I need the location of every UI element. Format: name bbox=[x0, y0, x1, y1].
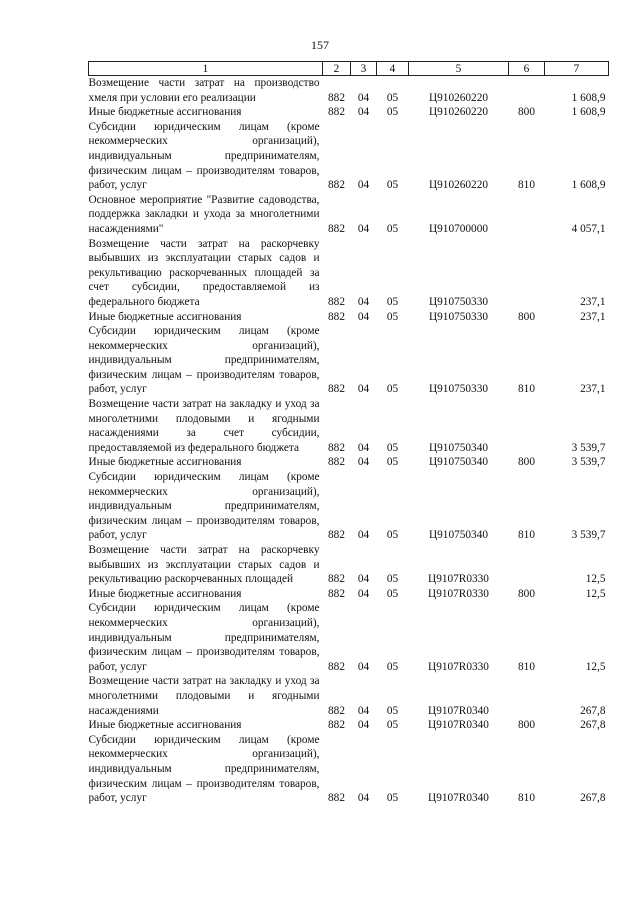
table-row bbox=[89, 733, 609, 806]
row-description: Иные бюджетные ассигнования bbox=[88, 310, 242, 323]
row-description: Субсидии юридическим лицам (кроме некоммерческих организаций), индивидуальным предпринимателям, физическим лицам – производителям товаров, работ, услуг bbox=[88, 733, 320, 805]
section-code: 04 bbox=[357, 179, 370, 192]
expense-type-code: 800 bbox=[518, 106, 535, 119]
subsection-code: 05 bbox=[386, 719, 399, 732]
section-code: 04 bbox=[357, 91, 370, 104]
section-code: 04 bbox=[357, 587, 370, 600]
expense-type-code bbox=[509, 543, 545, 587]
table-row bbox=[89, 105, 609, 120]
amount: 267,8 bbox=[580, 719, 606, 732]
target-article-code: Ц910750330 bbox=[429, 295, 488, 308]
table-row bbox=[89, 455, 609, 470]
expense-type-code: 800 bbox=[518, 310, 535, 323]
subsection-code: 05 bbox=[386, 91, 399, 104]
section-code: 04 bbox=[357, 106, 370, 119]
section-code: 04 bbox=[357, 660, 370, 673]
expense-type-code bbox=[509, 193, 545, 237]
table-row bbox=[89, 237, 609, 310]
subsection-code: 05 bbox=[386, 456, 399, 469]
ministry-code: 882 bbox=[328, 719, 345, 732]
table-body bbox=[89, 76, 609, 806]
row-description: Возмещение части затрат на закладку и уход за многолетними плодовыми и ягодными насаждениями за счет субсидии, предоставляемой из федерального бюджета bbox=[88, 398, 320, 454]
section-code: 04 bbox=[357, 573, 370, 586]
subsection-code: 05 bbox=[386, 383, 399, 396]
table-row bbox=[89, 76, 609, 106]
ministry-code: 882 bbox=[328, 222, 345, 235]
subsection-code: 05 bbox=[386, 441, 399, 454]
target-article-code: Ц9107R0330 bbox=[428, 573, 489, 586]
page-number: 157 bbox=[311, 38, 329, 52]
target-article-code: Ц910750340 bbox=[429, 456, 488, 469]
section-code: 04 bbox=[357, 222, 370, 235]
row-description: Возмещение части затрат на производство хмеля при условии его реализации bbox=[88, 77, 320, 104]
table-row bbox=[89, 601, 609, 674]
target-article-code: Ц9107R0340 bbox=[428, 704, 489, 717]
target-article-code: Ц910750330 bbox=[429, 383, 488, 396]
table-row bbox=[89, 718, 609, 733]
amount: 3 539,7 bbox=[571, 529, 606, 542]
column-header: 6 bbox=[509, 62, 545, 76]
section-code: 04 bbox=[357, 456, 370, 469]
ministry-code: 882 bbox=[328, 587, 345, 600]
ministry-code: 882 bbox=[328, 179, 345, 192]
expense-type-code bbox=[509, 237, 545, 310]
column-header: 7 bbox=[545, 62, 609, 76]
table-row bbox=[89, 587, 609, 602]
row-description: Субсидии юридическим лицам (кроме некоммерческих организаций), индивидуальным предпринимателям, физическим лицам – производителям товаров, работ, услуг bbox=[88, 602, 320, 673]
expense-type-code: 810 bbox=[518, 179, 535, 192]
amount: 3 539,7 bbox=[571, 456, 606, 469]
expense-type-code: 810 bbox=[518, 529, 535, 542]
table-row bbox=[89, 543, 609, 587]
table-row bbox=[89, 310, 609, 325]
amount: 3 539,7 bbox=[571, 441, 606, 454]
subsection-code: 05 bbox=[386, 295, 399, 308]
section-code: 04 bbox=[357, 383, 370, 396]
subsection-code: 05 bbox=[386, 222, 399, 235]
row-description: Основное мероприятие "Развитие садоводства, поддержка закладки и ухода за многолетними насаждениями" bbox=[88, 193, 320, 235]
target-article-code: Ц9107R0330 bbox=[428, 660, 489, 673]
expense-type-code: 810 bbox=[518, 660, 535, 673]
subsection-code: 05 bbox=[386, 587, 399, 600]
subsection-code: 05 bbox=[386, 179, 399, 192]
ministry-code: 882 bbox=[328, 704, 345, 717]
ministry-code: 882 bbox=[328, 310, 345, 323]
subsection-code: 05 bbox=[386, 573, 399, 586]
table-row bbox=[89, 397, 609, 455]
expense-type-code: 800 bbox=[518, 719, 535, 732]
ministry-code: 882 bbox=[328, 529, 345, 542]
column-header: 1 bbox=[89, 62, 323, 76]
column-header: 5 bbox=[409, 62, 509, 76]
expense-type-code: 800 bbox=[518, 587, 535, 600]
row-description: Иные бюджетные ассигнования bbox=[88, 719, 242, 732]
section-code: 04 bbox=[357, 704, 370, 717]
row-description: Иные бюджетные ассигнования bbox=[88, 456, 242, 469]
ministry-code: 882 bbox=[328, 660, 345, 673]
expense-type-code: 810 bbox=[518, 792, 535, 805]
subsection-code: 05 bbox=[386, 792, 399, 805]
target-article-code: Ц9107R0340 bbox=[428, 719, 489, 732]
table-row bbox=[89, 193, 609, 237]
target-article-code: Ц9107R0340 bbox=[428, 792, 489, 805]
amount: 12,5 bbox=[585, 573, 606, 586]
amount: 12,5 bbox=[585, 587, 606, 600]
column-header: 3 bbox=[351, 62, 377, 76]
section-code: 04 bbox=[357, 310, 370, 323]
amount: 1 608,9 bbox=[571, 91, 606, 104]
table-row bbox=[89, 674, 609, 718]
target-article-code: Ц910260220 bbox=[429, 179, 488, 192]
ministry-code: 882 bbox=[328, 91, 345, 104]
ministry-code: 882 bbox=[328, 792, 345, 805]
column-header: 2 bbox=[323, 62, 351, 76]
target-article-code: Ц910260220 bbox=[429, 91, 488, 104]
amount: 237,1 bbox=[580, 383, 606, 396]
expense-type-code bbox=[509, 674, 545, 718]
section-code: 04 bbox=[357, 295, 370, 308]
budget-table bbox=[88, 61, 609, 806]
table-row bbox=[89, 470, 609, 543]
row-description: Субсидии юридическим лицам (кроме некоммерческих организаций), индивидуальным предпринимателям, физическим лицам – производителям товаров, работ, услуг bbox=[88, 120, 320, 192]
row-description: Возмещение части затрат на закладку и уход за многолетними плодовыми и ягодными насаждениями bbox=[88, 675, 320, 717]
target-article-code: Ц910750340 bbox=[429, 529, 488, 542]
row-description: Субсидии юридическим лицам (кроме некоммерческих организаций), индивидуальным предпринимателям, физическим лицам – производителям товаров, работ, услуг bbox=[88, 325, 320, 396]
amount: 237,1 bbox=[580, 295, 606, 308]
subsection-code: 05 bbox=[386, 660, 399, 673]
target-article-code: Ц9107R0330 bbox=[428, 587, 489, 600]
ministry-code: 882 bbox=[328, 441, 345, 454]
row-description: Иные бюджетные ассигнования bbox=[88, 587, 242, 600]
ministry-code: 882 bbox=[328, 295, 345, 308]
amount: 267,8 bbox=[580, 704, 606, 717]
section-code: 04 bbox=[357, 719, 370, 732]
section-code: 04 bbox=[357, 529, 370, 542]
ministry-code: 882 bbox=[328, 573, 345, 586]
row-description: Возмещение части затрат на раскорчевку выбывших из эксплуатации старых садов и рекультивацию раскорчеванных площадей за счет субсидии, предоставляемой из федерального бюджета bbox=[88, 237, 320, 308]
target-article-code: Ц910260220 bbox=[429, 106, 488, 119]
row-description: Возмещение части затрат на раскорчевку выбывших из эксплуатации старых садов и рекультивацию раскорчеванных площадей bbox=[88, 544, 320, 586]
expense-type-code: 810 bbox=[518, 383, 535, 396]
amount: 1 608,9 bbox=[571, 179, 606, 192]
amount: 1 608,9 bbox=[571, 106, 606, 119]
subsection-code: 05 bbox=[386, 106, 399, 119]
expense-type-code bbox=[509, 397, 545, 455]
ministry-code: 882 bbox=[328, 456, 345, 469]
target-article-code: Ц910700000 bbox=[429, 222, 488, 235]
section-code: 04 bbox=[357, 441, 370, 454]
table-header bbox=[89, 62, 609, 76]
target-article-code: Ц910750340 bbox=[429, 441, 488, 454]
ministry-code: 882 bbox=[328, 383, 345, 396]
amount: 4 057,1 bbox=[571, 222, 606, 235]
amount: 267,8 bbox=[580, 792, 606, 805]
target-article-code: Ц910750330 bbox=[429, 310, 488, 323]
expense-type-code bbox=[509, 76, 545, 106]
table-row bbox=[89, 120, 609, 193]
amount: 237,1 bbox=[580, 310, 606, 323]
table-row bbox=[89, 324, 609, 397]
subsection-code: 05 bbox=[386, 310, 399, 323]
subsection-code: 05 bbox=[386, 529, 399, 542]
expense-type-code: 800 bbox=[518, 456, 535, 469]
row-description: Иные бюджетные ассигнования bbox=[88, 106, 242, 119]
header-row bbox=[89, 62, 609, 76]
ministry-code: 882 bbox=[328, 106, 345, 119]
amount: 12,5 bbox=[585, 660, 606, 673]
column-header: 4 bbox=[377, 62, 409, 76]
subsection-code: 05 bbox=[386, 704, 399, 717]
section-code: 04 bbox=[357, 792, 370, 805]
row-description: Субсидии юридическим лицам (кроме некоммерческих организаций), индивидуальным предпринимателям, физическим лицам – производителям товаров, работ, услуг bbox=[88, 471, 320, 542]
